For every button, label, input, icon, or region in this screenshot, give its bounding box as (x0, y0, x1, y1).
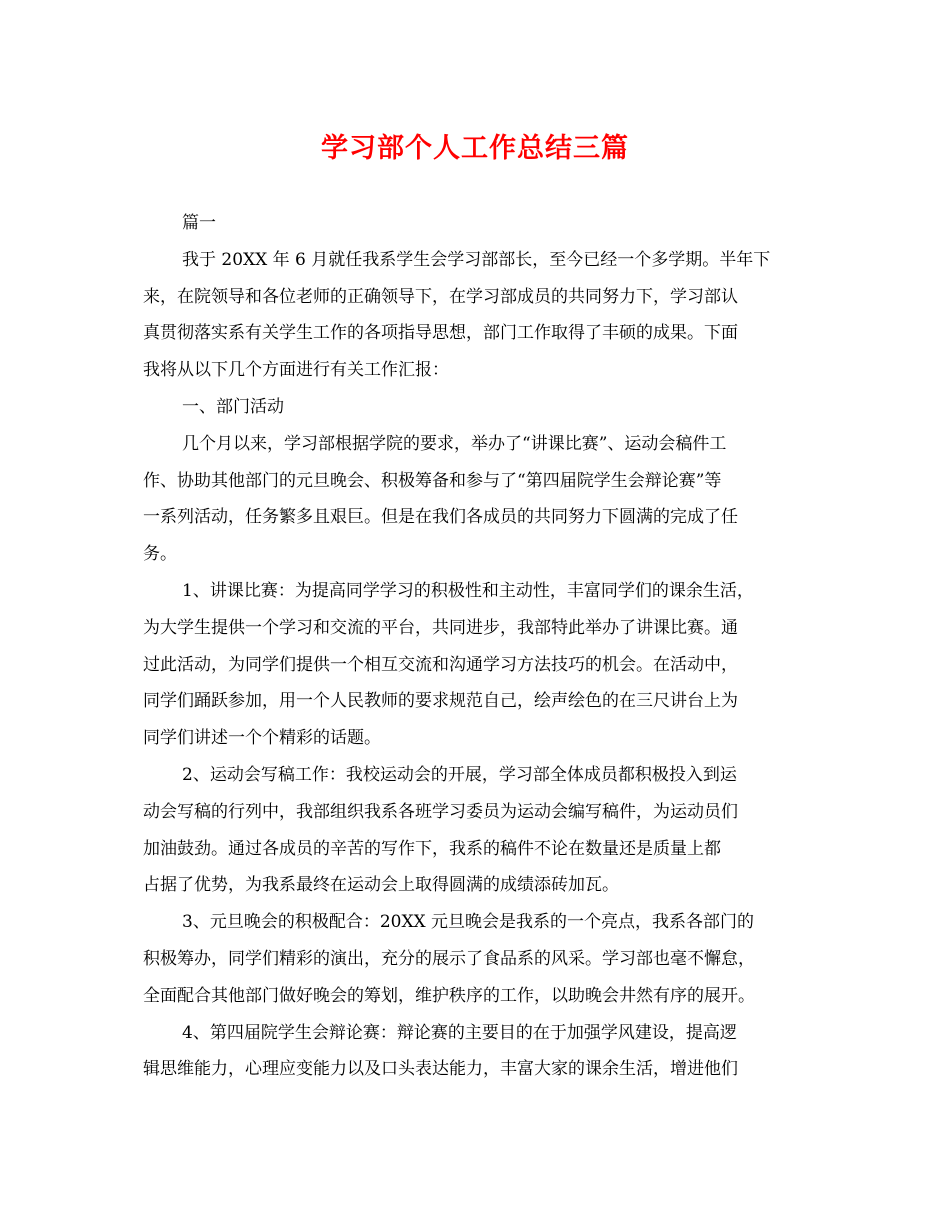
paragraph-line: 同学们踊跃参加，用一个人民教师的要求规范自己，绘声绘色的在三尺讲台上为 (143, 691, 738, 712)
paragraph-line: 我将从以下几个方面进行有关工作汇报： (143, 360, 449, 381)
paragraph-first-line: 一、部门活动 (182, 396, 284, 417)
paragraph-line: 辑思维能力，心理应变能力以及口头表达能力，丰富大家的课余生活，增进他们 (143, 1059, 738, 1080)
paragraph-line: 同学们讲述一个个精彩的话题。 (143, 728, 381, 749)
paragraph-line: 积极筹办，同学们精彩的演出，充分的展示了食品系的风采。学习部也毫不懈怠， (143, 948, 755, 969)
paragraph-line: 真贯彻落实系有关学生工作的各项指导思想，部门工作取得了丰硕的成果。下面 (143, 323, 738, 344)
paragraph-line: 全面配合其他部门做好晚会的筹划，维护秩序的工作，以助晚会井然有序的展开。 (143, 985, 755, 1006)
paragraph-line: 占据了优势，为我系最终在运动会上取得圆满的成绩添砖加瓦。 (143, 875, 619, 896)
paragraph-first-line: 4、第四届院学生会辩论赛：辩论赛的主要目的在于加强学风建设，提高逻 (182, 1022, 737, 1043)
paragraph-first-line: 2、运动会写稿工作：我校运动会的开展，学习部全体成员都积极投入到运 (182, 764, 737, 785)
paragraph-line: 加油鼓劲。通过各成员的辛苦的写作下，我系的稿件不论在数量还是质量上都 (143, 838, 721, 859)
paragraph-first-line: 我于 20XX 年 6 月就任我系学生会学习部部长，至今已经一个多学期。半年下 (182, 249, 771, 270)
paragraph-line: 来，在院领导和各位老师的正确领导下，在学习部成员的共同努力下，学习部认 (143, 286, 738, 307)
paragraph-line: 务。 (143, 544, 177, 565)
paragraph-line: 作、协助其他部门的元旦晚会、积极筹备和参与了“第四届院学生会辩论赛”等 (143, 470, 722, 491)
paragraph-line: 动会写稿的行列中，我部组织我系各班学习委员为运动会编写稿件，为运动员们 (143, 801, 738, 822)
document-title: 学习部个人工作总结三篇 (321, 133, 629, 164)
paragraph-first-line: 几个月以来，学习部根据学院的要求，举办了“讲课比赛”、运动会稿件工 (182, 433, 727, 454)
document-body (143, 205, 803, 1088)
paragraph-line: 一系列活动，任务繁多且艰巨。但是在我们各成员的共同努力下圆满的完成了任 (143, 507, 738, 528)
paragraph-first-line: 1、讲课比赛：为提高同学学习的积极性和主动性，丰富同学们的课余生活， (182, 580, 754, 601)
paragraph-line: 为大学生提供一个学习和交流的平台，共同进步，我部特此举办了讲课比赛。通 (143, 617, 738, 638)
paragraph-first-line: 3、元旦晚会的积极配合：20XX 元旦晚会是我系的一个亮点，我系各部门的 (182, 912, 755, 933)
paragraph-first-line: 篇一 (182, 213, 216, 233)
paragraph-line: 过此活动，为同学们提供一个相互交流和沟通学习方法技巧的机会。在活动中， (143, 654, 738, 675)
